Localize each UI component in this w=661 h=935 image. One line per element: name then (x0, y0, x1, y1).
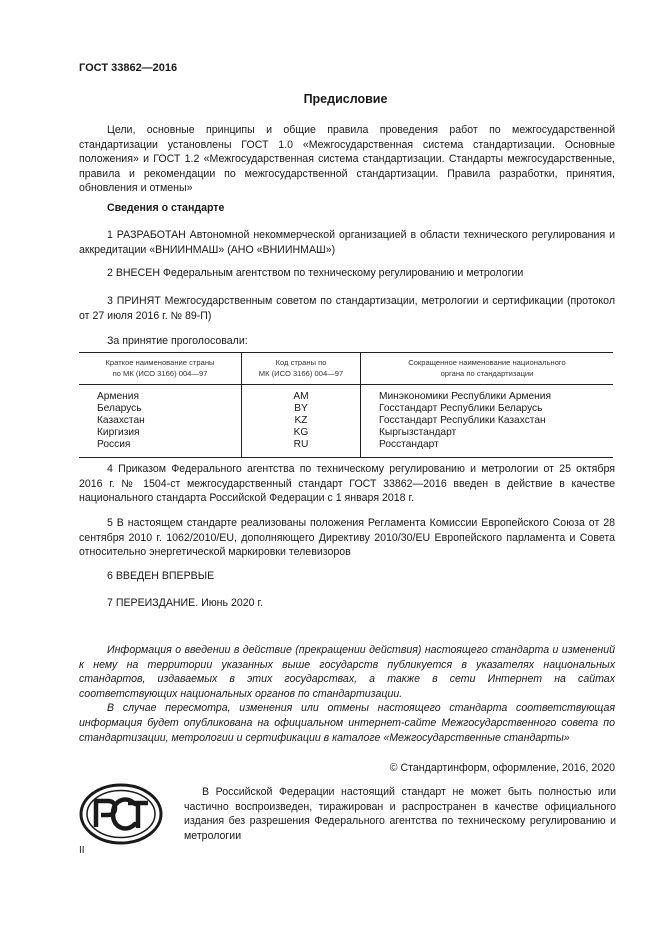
copyright-notice-text: В Российской Федерации настоящий стандарт не может быть полностью или частично воспроизведен, тиражирован и распространен в качестве официального издания без разрешения Федерального агентства по техническому регулированию и метрологии (184, 786, 616, 842)
item-1 (79, 228, 615, 257)
item-3 (79, 294, 615, 323)
column-header-country (79, 353, 242, 385)
country-code: BY (242, 403, 361, 415)
country-code: AM (242, 385, 361, 404)
table-row (79, 385, 613, 404)
table-header-row (79, 353, 613, 385)
table-row (79, 427, 613, 439)
column-header-code (242, 353, 361, 385)
copyright-notice (184, 785, 616, 843)
country-name: Казахстан (97, 415, 145, 426)
country-code: KZ (242, 415, 361, 427)
item-1-text: 1 РАЗРАБОТАН Автономной некоммерческой организацией в области технического регулирования и аккредитации «ВНИИНМАШ» (АНО «ВНИИНМАШ») (79, 229, 615, 256)
item-6 (79, 569, 615, 584)
table-row (79, 439, 613, 458)
copyright-line: © Стандартинформ, оформление, 2016, 2020 (389, 762, 615, 774)
item-4 (79, 462, 615, 506)
publication-info-p1: Информация о введении в действие (прекращении действия) настоящего стандарта и изменений к нему на территории указанных выше государств публикуется в указателях национальных стандартов, издаваемых в этих государствах, а также в сети Интернет на сайтах соответствующих национальных органов по стандартизации. (79, 644, 615, 700)
item-4-text: 4 Приказом Федерального агентства по техническому регулированию и метрологии от 25 октября 2016 г. № 1504-ст межгосударственный стандарт ГОСТ 33862—2016 введен в действие в качестве национального стандарта Российской Федерации с 1 января 2018 г. (79, 463, 615, 505)
national-body: Кыргызстандарт (361, 427, 614, 439)
item-6-text: 6 ВВЕДЕН ВПЕРВЫЕ (107, 570, 215, 582)
column-header-code-line2: МК (ИСО 3166) 004—97 (258, 369, 344, 378)
column-header-country-line1: Краткое наименование страны (105, 358, 215, 367)
national-body: Госстандарт Республики Казахстан (361, 415, 614, 427)
preface-intro-text: Цели, основные принципы и общие правила проведения работ по межгосударственной стандартизации установлены ГОСТ 1.0 «Межгосударственная система стандартизации. Основные положения» и ГОСТ 1.2 «Межгосударственная система стандартизации. Стандарты межгосударственные, правила и рекомендации по межгосударственной стандартизации. Правила разработки, принятия, обновления и отмены» (79, 124, 615, 195)
document-header: ГОСТ 33862—2016 (79, 62, 178, 74)
country-name: Россия (79, 439, 242, 458)
page-title: Предисловие (303, 92, 388, 106)
item-3-text: 3 ПРИНЯТ Межгосударственным советом по стандартизации, метрологии и сертификации (протокол от 27 июля 2016 г. № 89-П) (79, 295, 615, 322)
country-name: Беларусь (97, 403, 142, 414)
column-header-org (361, 353, 614, 385)
table-row (79, 403, 613, 415)
item-5 (79, 516, 615, 560)
item-7-text: 7 ПЕРЕИЗДАНИЕ. Июнь 2020 г. (107, 597, 264, 609)
item-7 (79, 596, 615, 611)
pct-logo-icon (79, 783, 163, 845)
publication-info-p2: В случае пересмотра, изменения или отмены настоящего стандарта соответствующая информация будет опубликована на официальном интернет-сайте Межгосударственного совета по стандартизации, метрологии и сертификации в каталоге «Межгосударственные стандарты» (79, 702, 615, 744)
country-name: Киргизия (97, 427, 140, 438)
country-code: KG (242, 427, 361, 439)
section-heading: Сведения о стандарте (107, 202, 225, 214)
national-body: Росстандарт (361, 439, 614, 458)
country-code: RU (242, 439, 361, 458)
national-body: Минэкономики Республики Армения (361, 385, 614, 404)
country-name: Армения (97, 391, 139, 402)
voting-countries-table (79, 352, 613, 458)
page-number: II (79, 845, 85, 856)
item-5-text: 5 В настоящем стандарте реализованы положения Регламента Комиссии Европейского Союза от 28 сентября 2010 г. 1062/2010/EU, дополняющего Директиву 2010/30/EU Европейского парламента и Совета относительно энергетической маркировки телевизоров (79, 517, 615, 559)
column-header-country-line2: по МК (ИСО 3166) 004—97 (112, 369, 208, 378)
national-body: Госстандарт Республики Беларусь (361, 403, 614, 415)
preface-intro (79, 123, 615, 196)
item-2-text: 2 ВНЕСЕН Федеральным агентством по техническому регулированию и метрологии (107, 267, 524, 279)
item-2 (79, 266, 615, 281)
column-header-org-line1: Сокращенное наименование национального (408, 358, 566, 367)
column-header-code-line1: Код страны по (275, 358, 327, 367)
publication-info (79, 643, 615, 745)
voted-label: За принятие проголосовали: (107, 335, 248, 347)
table-row (79, 415, 613, 427)
column-header-org-line2: органа по стандартизации (440, 369, 534, 378)
